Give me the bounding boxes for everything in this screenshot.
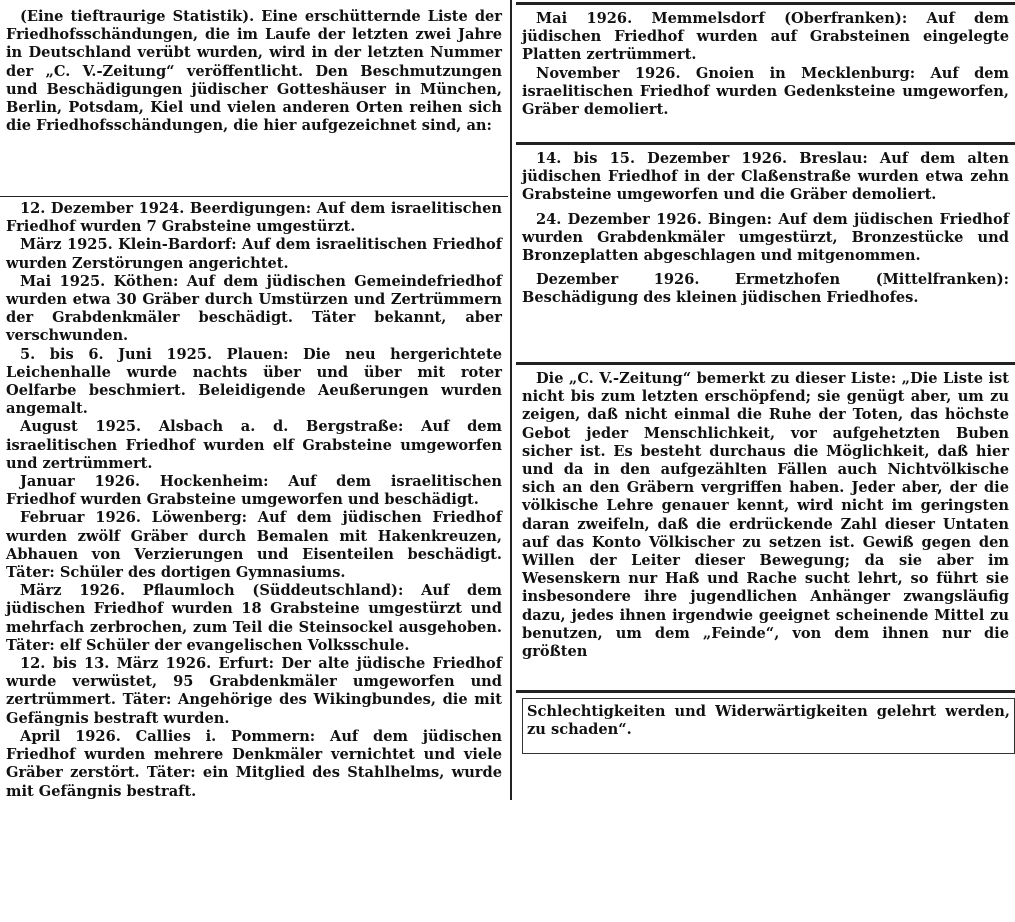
intro-rule (0, 196, 508, 197)
entry-1926-04: April 1926. Callies i. Pommern: Auf dem jüdischen Friedhof wurden mehrere Denkmäler vernichtet und viele Gräber zerstört. Täter: ein Mitglied des Stahlhelms, wurde mit Gefängnis bestraft. (6, 727, 502, 800)
comment-text: Die „C. V.-Zeitung“ bemerkt zu dieser Liste: „Die Liste ist nicht bis zum letzten erschöpfend; sie genügt aber, um zu zeigen, daß nicht einmal die Ruhe der Toten, das höchste Gebot jeder Menschlichkeit, vor aufgehetzten Buben sicher ist. Es besteht durchaus die Möglichkeit, daß hier und da in den aufgezählten Fällen auch Nichtvölkische sich an den Gräbern vergriffen haben. Jeder aber, der die völkische Lehre genauer kennt, wird nicht im geringsten daran zweifeln, daß die erdrückende Zahl dieser Untaten auf das Konto Völkischer zu setzen ist. Gewiß gegen den Willen der Leiter dieser Bewegung; da sie aber im Wesenskern nur Haß und Rache sucht lehrt, so führt sie insbesondere ihre jugendlichen Anhänger zwangsläufig dazu, jedes ihnen irgendwie geeignet scheinende Mittel zu benutzen, um dem „Feinde“, von dem ihnen nur die größten (522, 370, 1009, 661)
entry-1924-12: 12. Dezember 1924. Beerdigungen: Auf dem israelitischen Friedhof wurden 7 Grabsteine umgestürzt. (6, 200, 502, 236)
continuation-box (522, 698, 1015, 754)
entry-1925-03: März 1925. Klein-Bardorf: Auf dem israelitischen Friedhof wurden Zerstörungen angerichtet. (6, 236, 502, 272)
section-rule-1 (516, 142, 1015, 145)
entry-1926-01: Januar 1926. Hockenheim: Auf dem israelitischen Friedhof wurden Grabsteine umgeworfen und beschädigt. (6, 473, 502, 509)
entry-1926-03a: März 1926. Pflaumloch (Süddeutschland): Auf dem jüdischen Friedhof wurden 18 Grabsteine umgestürzt und mehrfach zerbrochen, zum Teil die Steinsockel ausgehoben. Täter: elf Schüler der evangelischen Volksschule. (6, 582, 502, 654)
intro-paragraph (6, 8, 502, 135)
right-entries-b (522, 150, 1009, 308)
entry-1925-06: 5. bis 6. Juni 1925. Plauen: Die neu hergerichtete Leichenhalle wurde nachts über und über mit roter Oelfarbe beschmiert. Beleidigende Aeußerungen wurden angemalt. (6, 345, 502, 418)
entry-1925-08: August 1925. Alsbach a. d. Bergstraße: Auf dem israelitischen Friedhof wurden elf Grabsteine umgeworfen und zertrümmert. (6, 418, 502, 472)
section-rule-3 (516, 690, 1015, 693)
entry-1926-02: Februar 1926. Löwenberg: Auf dem jüdischen Friedhof wurden zwölf Gräber durch Bemalen mit Hakenkreuzen, Abhauen von Verzierungen und Eisenteilen beschädigt. Täter: Schüler des dortigen Gymnasiums. (6, 509, 502, 582)
entry-1926-11: November 1926. Gnoien in Mecklenburg: Auf dem israelitischen Friedhof wurden Gedenksteine umgeworfen, Gräber demoliert. (522, 64, 1009, 119)
right-entries-a (522, 10, 1009, 119)
entry-1926-12: Dezember 1926. Ermetzhofen (Mittelfranken): Beschädigung des kleinen jüdischen Friedhofes. (522, 271, 1009, 307)
top-rule (516, 2, 1015, 5)
intro-text: (Eine tieftraurige Statistik). Eine erschütternde Liste der Friedhofsschändungen, die im Laufe der letzten zwei Jahre in Deutschland verübt wurden, wird in der letzten Nummer der „C. V.-Zeitung“ veröffentlicht. Den Beschmutzungen und Beschädigungen jüdischer Gotteshäuser in München, Berlin, Potsdam, Kiel und vielen anderen Orten reihen sich die Friedhofsschändungen, die hier aufgezeichnet sind, an: (6, 8, 502, 135)
left-entries (6, 200, 502, 801)
entry-1926-12-24: 24. Dezember 1926. Bingen: Auf dem jüdischen Friedhof wurden Grabdenkmäler umgestürzt, Bronzestücke und Bronzeplatten abgeschlagen und mitgenommen. (522, 210, 1009, 265)
section-rule-2 (516, 362, 1015, 365)
comment-block (522, 370, 1009, 661)
right-column (516, 0, 1015, 922)
entry-1926-03b: 12. bis 13. März 1926. Erfurt: Der alte jüdische Friedhof wurde verwüstet, 95 Grabdenkmäler umgeworfen und zertrümmert. Täter: Angehörige des Wikingbundes, die mit Gefängnis bestraft wurden. (6, 655, 502, 727)
continuation-text: Schlechtigkeiten und Widerwärtigkeiten gelehrt werden, zu schaden“. (527, 703, 1010, 739)
entry-1926-12-14: 14. bis 15. Dezember 1926. Breslau: Auf dem alten jüdischen Friedhof in der Claßenstraße wurden etwa zehn Grabsteine umgeworfen und die Gräber demoliert. (522, 150, 1009, 204)
entry-1926-05: Mai 1926. Memmelsdorf (Oberfranken): Auf dem jüdischen Friedhof wurden auf Grabsteinen eingelegte Platten zertrümmert. (522, 10, 1009, 64)
column-divider (510, 0, 512, 800)
continuation-wrap (527, 703, 1010, 739)
entry-1925-05: Mai 1925. Köthen: Auf dem jüdischen Gemeindefriedhof wurden etwa 30 Gräber durch Umstürzen und Zertrümmern der Grabdenkmäler beschädigt. Täter bekannt, aber verschwunden. (6, 272, 502, 345)
